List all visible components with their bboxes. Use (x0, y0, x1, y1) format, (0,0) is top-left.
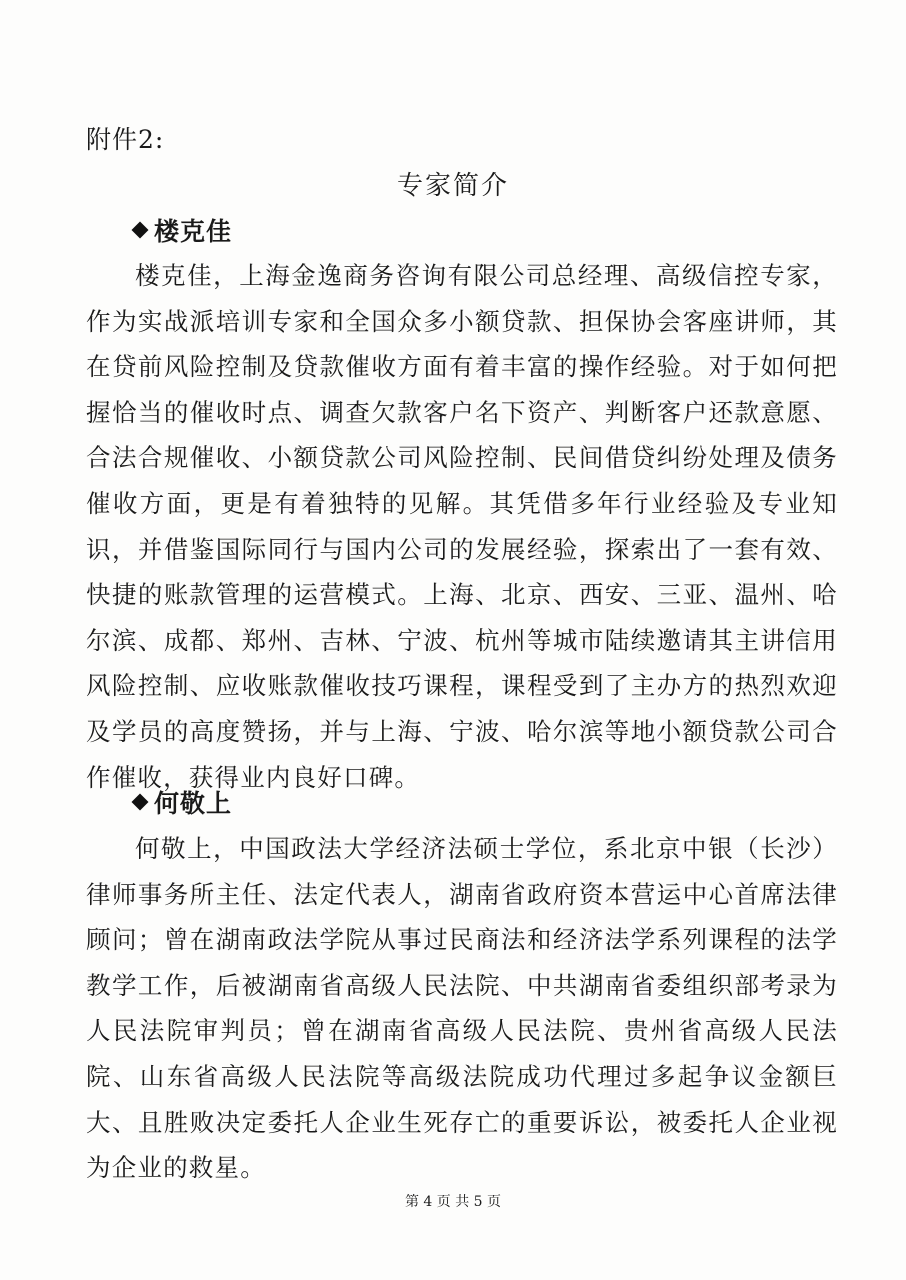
document-title: 专家简介 (396, 171, 509, 201)
page-footer: 第 4 页 共 5 页 (404, 1194, 502, 1210)
attachment-label: 附件2: (86, 125, 165, 154)
expert-heading-1 (131, 212, 232, 248)
expert-bio-2: 何敬上，中国政法大学经济法硕士学位，系北京中银（长沙）律师事务所主任、法定代表人，湖南省政府资本营运中心首席法律顾问；曾在湖南政法学院从事过民商法和经济法学系列课程的法学教学工作，后被湖南省高级人民法院、中共湖南省委组织部考录为人民法院审判员；曾在湖南省高级人民法院、贵州省高级人民法院、山东省高级人民法院等高级法院成功代理过多起争议金额巨大、且胜败决定委托人企业生死存亡的重要诉讼，被委托人企业视为企业的救星。 (86, 834, 838, 1183)
diamond-bullet-icon (132, 794, 149, 811)
expert-heading-2 (131, 784, 232, 820)
diamond-bullet-icon (132, 222, 149, 239)
expert-name: 楼克佳 (154, 217, 233, 246)
expert-bio-1: 楼克佳，上海金逸商务咨询有限公司总经理、高级信控专家，作为实战派培训专家和全国众多小额贷款、担保协会客座讲师，其在贷前风险控制及贷款催收方面有着丰富的操作经验。对于如何把握恰当的催收时点、调查欠款客户名下资产、判断客户还款意愿、合法合规催收、小额贷款公司风险控制、民间借贷纠纷处理及债务催收方面，更是有着独特的见解。其凭借多年行业经验及专业知识，并借鉴国际同行与国内公司的发展经验，探索出了一套有效、快捷的账款管理的运营模式。上海、北京、西安、三亚、温州、哈尔滨、成都、郑州、吉林、宁波、杭州等城市陆续邀请其主讲信用风险控制、应收账款催收技巧课程，课程受到了主办方的热烈欢迎及学员的高度赞扬，并与上海、宁波、哈尔滨等地小额贷款公司合作催收，获得业内良好口碑。 (86, 261, 838, 792)
expert-name: 何敬上 (154, 789, 233, 818)
